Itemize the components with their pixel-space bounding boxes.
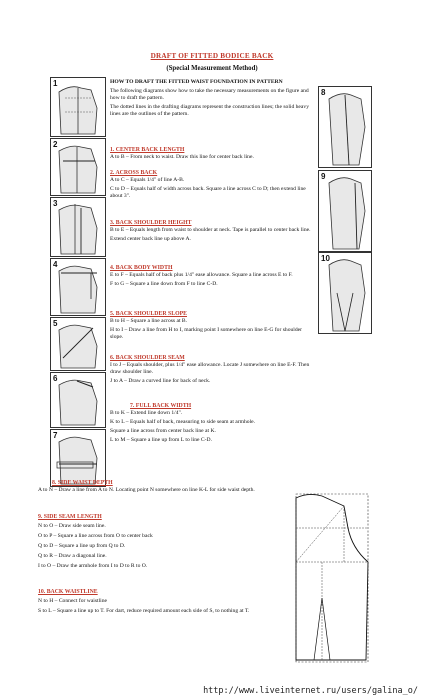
section-2 <box>110 170 315 200</box>
section-line: B to H – Square a line across at B. <box>110 318 188 324</box>
figure-4 <box>50 258 106 316</box>
section-6 <box>110 355 320 385</box>
figure-number: 5 <box>53 319 58 328</box>
figure-number: 10 <box>321 254 330 263</box>
section-line: I to J – Equals shoulder, plus 1/4" ease allowance. Locate J somewhere on line E-F. Then draw shoulder line. <box>110 362 310 375</box>
figure-number: 9 <box>321 172 326 181</box>
figure-number: 8 <box>321 88 326 97</box>
figure-number: 2 <box>53 140 58 149</box>
section-line: O to P – Square a line across from O to center back <box>38 533 153 539</box>
figure-number: 1 <box>53 79 58 88</box>
section-1 <box>110 147 315 161</box>
source-url: http://www.liveinternet.ru/users/galina_o/ <box>203 686 418 696</box>
section-line: B to K – Extend line down 1/4". <box>110 410 183 416</box>
figure-5 <box>50 317 106 371</box>
draft-diagram <box>282 488 374 668</box>
figure-1 <box>50 77 106 137</box>
figure-9 <box>318 170 372 252</box>
intro-paragraph: The dotted lines in the drafting diagrams represent the construction lines; the solid heavy lines are the outlines of the pattern. <box>110 104 309 117</box>
intro-heading: HOW TO DRAFT THE FITTED WAIST FOUNDATION IN PATTERN <box>110 79 283 85</box>
section-line: Extend center back line up above A. <box>110 236 191 242</box>
section-9 <box>38 514 283 570</box>
figure-2 <box>50 138 106 196</box>
section-heading: 6. BACK SHOULDER SEAM <box>110 355 185 361</box>
section-line: Square a line across from center back line at K. <box>110 428 216 434</box>
figure-number: 6 <box>53 374 58 383</box>
intro-block <box>110 79 315 118</box>
section-heading: 1. CENTER BACK LENGTH <box>110 147 185 153</box>
draft-diagram-drawing <box>282 488 374 668</box>
section-line: E to F – Equals half of back plus 1/4" ease allowance. Square a line across E to F. <box>110 272 293 278</box>
section-line: A to B – From neck to waist. Draw this line for center back line. <box>110 154 254 160</box>
section-heading: 7. FULL BACK WIDTH <box>130 403 192 409</box>
figure-number: 7 <box>53 431 58 440</box>
section-line: Q to R – Draw a diagonal line. <box>38 553 107 559</box>
section-line: A to C – Equals 1/4" of line A-B. <box>110 177 185 183</box>
figure-number: 4 <box>53 260 58 269</box>
figure-number: 3 <box>53 199 58 208</box>
figure-3 <box>50 197 106 257</box>
section-line: N to H – Connect for waistline <box>38 598 107 604</box>
section-line: L to M – Square a line up from L to line C-D. <box>110 437 212 443</box>
section-line: Q to D – Square a line up from Q to D. <box>38 543 126 549</box>
page-subtitle: (Special Measurement Method) <box>166 65 258 72</box>
figure-6 <box>50 372 106 428</box>
section-line: A to N – Draw a line from A to N. Locating point N somewhere on line K-L for side waist depth. <box>38 487 255 493</box>
section-heading: 10. BACK WAISTLINE <box>38 589 98 595</box>
section-4 <box>110 265 315 288</box>
section-7 <box>110 403 320 444</box>
section-line: K to L – Equals half of back, measuring to side seam at armhole. <box>110 419 256 425</box>
section-5 <box>110 311 315 341</box>
section-heading: 4. BACK BODY WIDTH <box>110 265 173 271</box>
section-line: J to A – Draw a curved line for back of neck. <box>110 378 211 384</box>
section-line: C to D – Equals half of width across back. Square a line across C to D; then extend line about 3". <box>110 186 306 199</box>
figure-7 <box>50 429 106 487</box>
section-line: N to O – Draw side seam line. <box>38 523 106 529</box>
section-heading: 9. SIDE SEAM LENGTH <box>38 514 102 520</box>
figure-10 <box>318 252 372 334</box>
section-heading: 3. BACK SHOULDER HEIGHT <box>110 220 192 226</box>
section-line: S to L – Square a line up to T. For dart, reduce required amount each side of S, to nothing at T. <box>38 608 250 614</box>
section-8 <box>38 480 283 494</box>
section-line: F to G – Square a line down from F to line C-D. <box>110 281 218 287</box>
figure-8 <box>318 86 372 168</box>
section-line: H to I – Draw a line from H to I, marking point I somewhere on line E-G for shoulder slope. <box>110 327 303 340</box>
section-heading: 5. BACK SHOULDER SLOPE <box>110 311 187 317</box>
intro-paragraph: The following diagrams show how to take the necessary measurements on the figure and how to draft the pattern. <box>110 88 309 101</box>
section-line: B to E – Equals length from waist to shoulder at neck. Tape is parallel to center back line. <box>110 227 311 233</box>
section-heading: 2. ACROSS BACK <box>110 170 158 176</box>
section-10 <box>38 589 283 615</box>
section-line: I to O – Draw the armhole from I to D to R to O. <box>38 563 148 569</box>
section-heading: 8. SIDE WAIST DEPTH <box>52 480 113 486</box>
page-title: DRAFT OF FITTED BODICE BACK <box>150 52 274 60</box>
section-3 <box>110 220 315 243</box>
